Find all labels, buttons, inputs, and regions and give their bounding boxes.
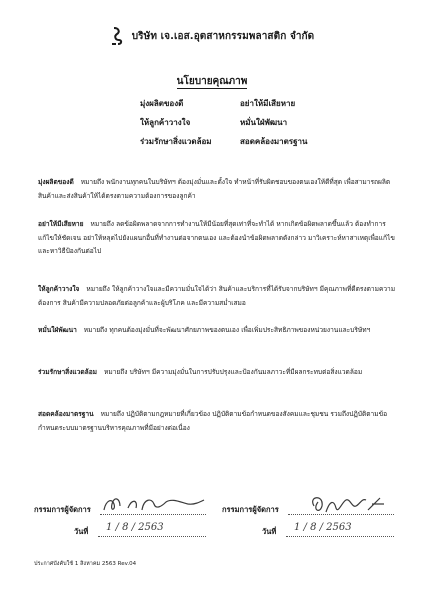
section-text: หมายถึง ทุกคนต้องมุ่งมั่นที่จะพัฒนาศักยภาพของตนเอง เพื่อเพิ่มประสิทธิภาพของหน่วยงานและบริษัทฯ (83, 326, 371, 334)
policy-section (38, 176, 396, 203)
signature-date: 1 / 8 / 2563 (294, 522, 352, 533)
company-name: บริษัท เจ.เอส.อุตสาหกรรมพลาสติก จำกัด (131, 30, 315, 42)
section-text: หมายถึง ลดข้อผิดพลาดจากการทำงานให้มีน้อยที่สุดเท่าที่จะทำได้ หากเกิดข้อผิดพลาดขึ้นแล้ว ต้องทำการแก้ไขให้ชัดเจน อย่าให้หลุดไปยังแผนกอื่นที่ทำงานต่อจากตนเอง และต้องนำข้อผิดพลาดดังกล่าว มาวิเคราะห์หาสาเหตุเพื่อแก้ไขและหาวิธีป้องกันต่อไป (38, 220, 395, 255)
principle-item: ให้ลูกค้าวางใจ (140, 118, 191, 127)
signer-title: กรรมการผู้จัดการ (222, 505, 279, 514)
document-header (0, 26, 424, 46)
principle-item: ร่วมรักษาสิ่งแวดล้อม (140, 137, 212, 146)
policy-section (38, 324, 396, 338)
principle-item: มุ่งผลิตของดี (140, 99, 184, 108)
principle-item: สอดคล้องมาตรฐาน (240, 137, 308, 146)
principles-list (140, 97, 340, 148)
section-term: ให้ลูกค้าวางใจ (38, 285, 80, 293)
page-title (0, 74, 424, 89)
title-text: นโยบายคุณภาพ (176, 76, 248, 87)
section-term: อย่าให้มีเสียหาย (38, 220, 84, 228)
section-term: ร่วมรักษาสิ่งแวดล้อม (38, 368, 97, 376)
policy-section (38, 283, 396, 310)
signature-block-right (222, 496, 412, 546)
effective-date-footer: ประกาศบังคับใช้ 1 สิงหาคม 2563 Rev.04 (34, 561, 137, 567)
section-text: หมายถึง พนักงานทุกคนในบริษัทฯ ต้องมุ่งมั่นและตั้งใจ ทำหน้าที่รับผิดชอบของตนเองให้ดีที่สุด เพื่อสามารถผลิตสินค้าและส่งสินค้าให้ได้ตรงตามความต้องการของลูกค้า (38, 178, 391, 200)
section-text: หมายถึง ปฏิบัติตามกฎหมายที่เกี่ยวข้อง ปฏิบัติตามข้อกำหนดของสังคมและชุมชน รวมถึงปฏิบัติตามข้อกำหนดระบบมาตรฐานบริหารคุณภาพที่มีอย่างต่อเนื่อง (38, 410, 388, 432)
section-term: หมั่นใฝ่พัฒนา (38, 326, 77, 334)
section-term: มุ่งผลิตของดี (38, 178, 74, 186)
company-logo-icon (110, 26, 126, 46)
policy-section (38, 218, 396, 259)
date-label: วันที่ (262, 527, 277, 536)
policy-section (38, 366, 396, 380)
policy-section (38, 408, 396, 435)
signature-date: 1 / 8 / 2563 (106, 522, 164, 533)
handwritten-signature-icon (96, 492, 206, 518)
signer-title: กรรมการผู้จัดการ (34, 505, 91, 514)
section-text: หมายถึง ให้ลูกค้าวางใจและมีความมั่นใจได้ว่า สินค้าและบริการที่ได้รับจากบริษัทฯ มีคุณภาพที่ดีตรงตามความต้องการ สินค้ามีความปลอดภัยต่อลูกค้าและผู้บริโภค และมีความสม่ำเสมอ (38, 285, 396, 307)
principle-item: อย่าให้มีเสียหาย (240, 99, 296, 108)
handwritten-signature-icon (284, 492, 394, 518)
date-label: วันที่ (74, 527, 89, 536)
principle-item: หมั่นใฝ่พัฒนา (240, 118, 288, 127)
section-term: สอดคล้องมาตรฐาน (38, 410, 94, 418)
section-text: หมายถึง บริษัทฯ มีความมุ่งมั่นในการปรับปรุงและป้องกันมลภาวะที่มีผลกระทบต่อสิ่งแวดล้อม (104, 368, 363, 376)
signature-block-left (34, 496, 224, 546)
